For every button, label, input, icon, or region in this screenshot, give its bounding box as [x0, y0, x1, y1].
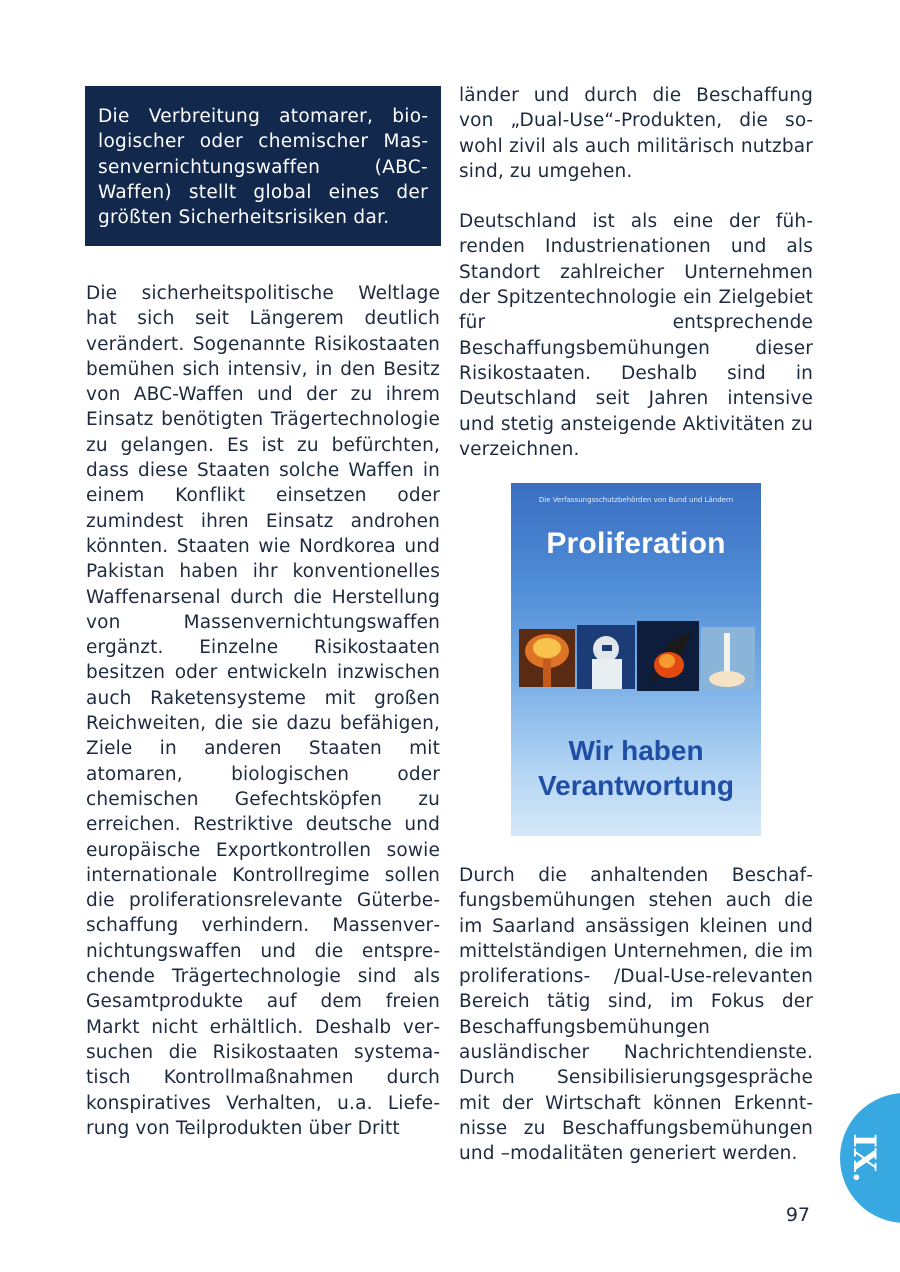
cover-tagline-line2: Verantwortung [537, 770, 734, 801]
callout-box [85, 86, 441, 246]
right-column-paragraph-2: Deutschland ist als eine der führenden Industrienationen und als Standort zahlreicher Unternehmen der Spitzentechnologie ein Zielgebiet für entsprechende Beschaffungsbemühungen dieser Risikostaaten. Deshalb sind in Deutschland seit Jahren intensive und stetig ansteigende Aktivitäten zu verzeichnen. [459, 211, 813, 460]
left-column [86, 281, 440, 1141]
chapter-number: IX. [846, 1133, 882, 1183]
brochure-cover-image [511, 483, 761, 836]
right-column-top [459, 83, 813, 462]
right-column-paragraph-3: Durch die anhaltenden Beschaffungsbemühungen stehen auch die im Saarland ansässigen kleinen und mittelständigen Unternehmen, die im proliferations- /Dual-Use-relevanten Bereich tätig sind, im Fokus der Beschaffungsbemühungen ausländischer Nachrichtendienste. Durch Sensibilisierungsgespräche mit der Wirtschaft können Erkenntnisse zu Beschaffungsbemühungen und –modalitäten generiert werden. [459, 865, 813, 1165]
right-column-bottom [459, 863, 813, 1167]
left-column-text: Die sicherheitspolitische Weltlage hat sich seit Längerem deutlich verändert. Sogenannte Risikostaaten bemühen sich intensiv, in den Besitz von ABC-Waffen und der zu ihrem Einsatz benötigten Trägertechnologie zu gelangen. Es ist zu befürchten, dass diese Staaten solche Waffen in einem Konflikt einsetzen oder zumindest ihren Einsatz androhen könnten. Staaten wie Nordkorea und Pakistan haben ihr konventionelles Waffenarsenal durch die Herstellung von Massenvernichtungswaffen ergänzt. Einzelne Risikostaaten besitzen oder entwickeln inzwischen auch Raketensysteme mit großen Reichweiten, die sie dazu befähigen, Ziele in anderen Staaten mit atomaren, biologischen oder chemischen Gefechtsköpfen zu erreichen. Restriktive deutsche und europäische Exportkontrollen sowie internationale Kontrollregime sollen die proliferationsrelevante Güterbeschaffung verhindern. Massenvernichtungswaffen und die entsprechende Trägertechnologie sind als Gesamtprodukte auf dem freien Markt nicht erhältlich. Deshalb versuchen die Risikostaaten systematisch Kontrollmaßnahmen durch konspiratives Verhalten, u.a. Lieferung von Teilprodukten über Dritt [86, 283, 440, 1139]
cover-tagline-line1: Wir haben [568, 735, 704, 766]
right-column-continued-text: länder und durch die Beschaffung von „Dual-Use“-Produkten, die sowohl zivil als auch militärisch nutzbar sind, zu umgehen. [459, 85, 813, 182]
cover-header: Die Verfassungsschutzbehörden von Bund und Ländern [538, 496, 734, 504]
callout-text: Die Verbreitung atomarer, biologischer oder chemischer Massenvernichtungswaffen (ABC-Waffen) stellt global eines der größten Sicherheitsrisiken dar. [98, 106, 428, 229]
page-number: 97 [785, 1204, 810, 1226]
cover-photo-strip [519, 621, 755, 691]
cover-title: Proliferation [546, 527, 726, 560]
